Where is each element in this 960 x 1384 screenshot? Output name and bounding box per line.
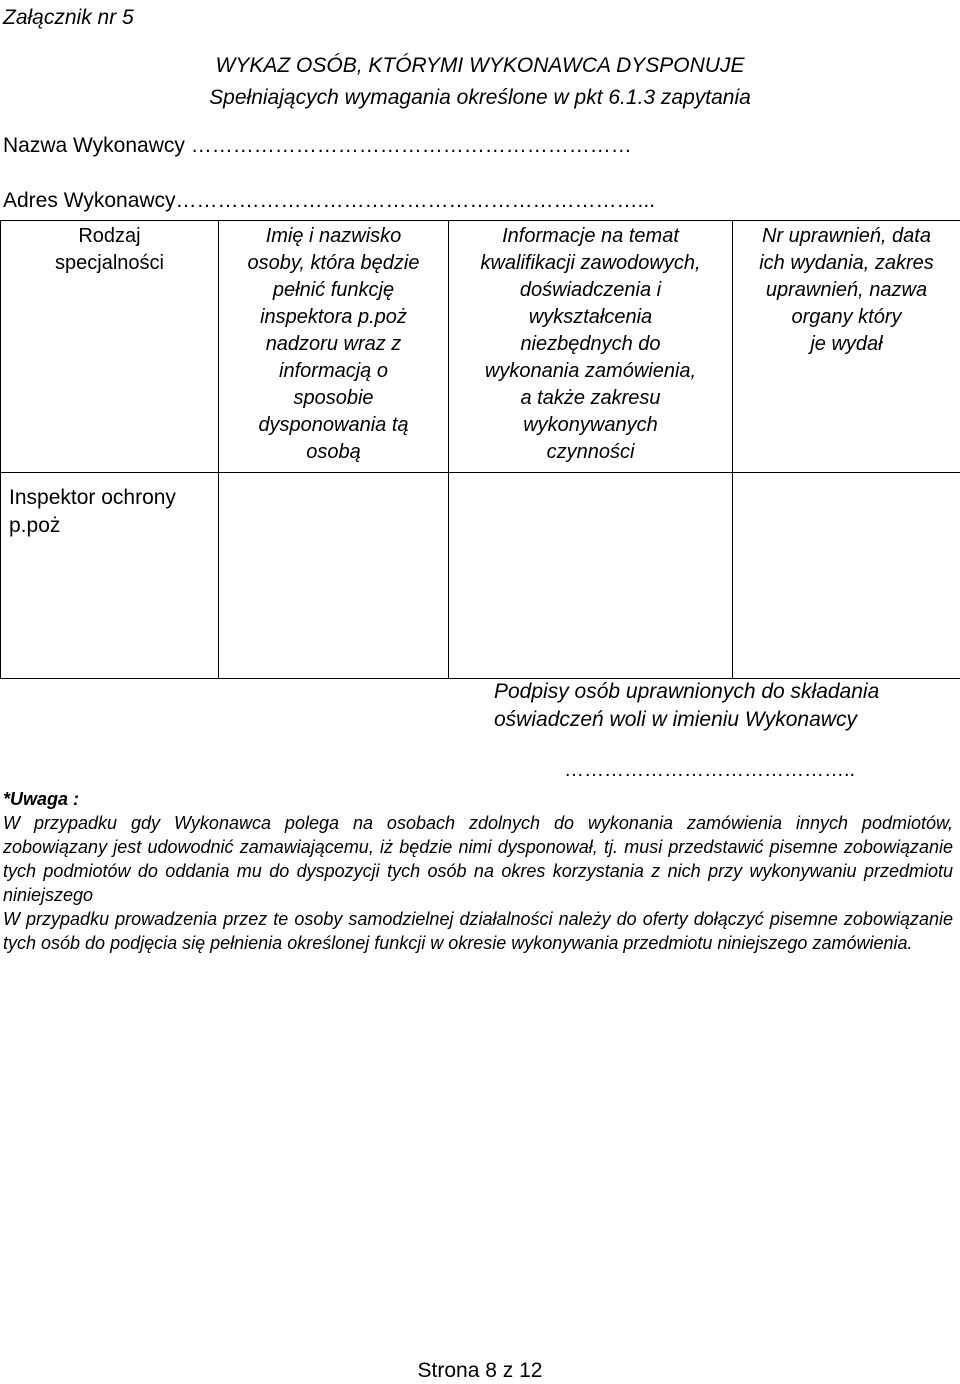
note-paragraph-2: W przypadku prowadzenia przez te osoby samodzielnej działalności należy do oferty dołączyć pisemne zobowiązanie tych osób do podjęcia się pełnienia określonej funkcji w okresie wykonywania przedmiotu niniejszego zamówienia.	[3, 907, 953, 955]
cell-specialty: Inspektor ochrony p.poż	[1, 473, 219, 679]
page-number: Strona 8 z 12	[0, 1358, 960, 1384]
cell-person-name[interactable]	[219, 473, 449, 679]
contractor-address-field: Adres Wykonawcy…………………………………………………………...	[3, 187, 655, 214]
signature-line: ……………………………………..	[564, 758, 855, 782]
cell-licence-info[interactable]	[733, 473, 960, 679]
signature-line-2: oświadczeń woli w imieniu Wykonawcy	[494, 706, 879, 734]
note-label: *Uwaga :	[3, 789, 79, 809]
heading-line-1: WYKAZ OSÓB, KTÓRYMI WYKONAWCA DYSPONUJE	[0, 50, 960, 82]
note-paragraph-1: W przypadku gdy Wykonawca polega na osobach zdolnych do wykonania zamówienia innych podmiotów, zobowiązany jest udowodnić zamawiającemu, iż będzie nimi dysponował, tj. musi przedstawić pisemne zobowiązanie tych podmiotów do oddania mu do dyspozycji tych osób na okres korzystania z nich przy wykonywaniu przedmiotu niniejszego	[3, 811, 953, 907]
cell-qualifications[interactable]	[449, 473, 733, 679]
header-specialty: Rodzaj specjalności	[1, 221, 219, 473]
personnel-table	[0, 220, 960, 679]
header-qualifications: Informacje na temat kwalifikacji zawodowych, doświadczenia i wykształcenia niezbędnych do wykonania zamówienia, a także zakresu wykonywanych czynności	[449, 221, 733, 473]
note-block	[3, 787, 953, 955]
table-row	[1, 473, 960, 679]
signature-caption	[494, 678, 879, 734]
heading-line-2: Spełniających wymagania określone w pkt 6.1.3 zapytania	[0, 82, 960, 114]
attachment-title: Załącznik nr 5	[3, 4, 134, 31]
document-heading	[0, 50, 960, 114]
signature-line-1: Podpisy osób uprawnionych do składania	[494, 678, 879, 706]
table-header-row	[1, 221, 960, 473]
header-person-name: Imię i nazwisko osoby, która będzie pełnić funkcję inspektora p.poż nadzoru wraz z informacją o sposobie dysponowania tą osobą	[219, 221, 449, 473]
header-licence-info: Nr uprawnień, data ich wydania, zakres uprawnień, nazwa organy który je wydał	[733, 221, 960, 473]
contractor-name-field: Nazwa Wykonawcy ………………………………………………………	[3, 132, 632, 159]
